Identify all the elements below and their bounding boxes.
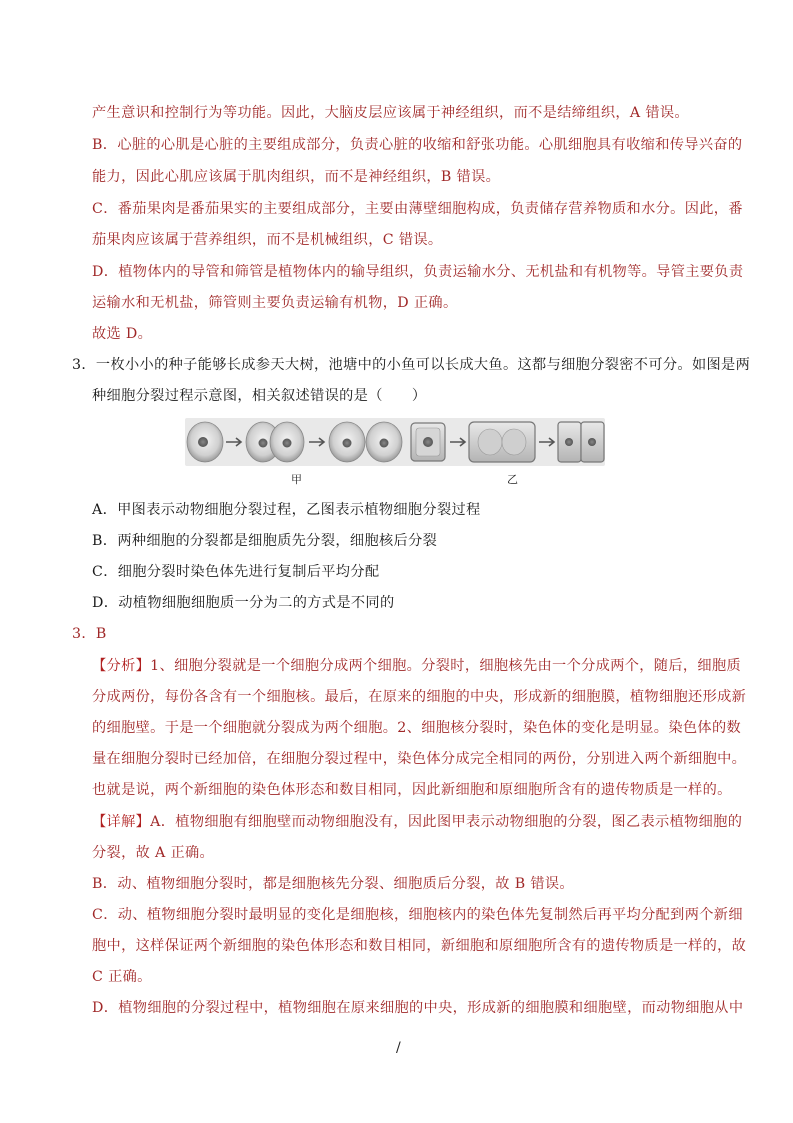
animal-cell-stage-2 [246, 422, 304, 462]
text-line: 运输水和无机盐，筛管则主要负责运输有机物，D 正确。 [92, 295, 458, 311]
text-line: 能力，因此心肌应该属于肌肉组织，而不是神经组织，B 错误。 [92, 169, 501, 185]
detail-line: B．动、植物细胞分裂时，都是细胞核先分裂、细胞质后分裂，故 B 错误。 [92, 876, 574, 892]
page-footer-mark: / [396, 1040, 401, 1056]
analysis-line: 也就是说，两个新细胞的染色体形态和数目相同，因此新细胞和原细胞所含有的遗传物质是一样的。 [92, 782, 732, 798]
detail-text: A．植物细胞有细胞壁而动物细胞没有，因此图甲表示动物细胞的分裂，图乙表示植物细胞的 [150, 814, 743, 830]
text-line: 茄果肉应该属于营养组织，而不是机械组织，C 错误。 [92, 232, 443, 248]
detail-line: C 正确。 [92, 969, 152, 985]
figure-label-left: 甲 [291, 473, 302, 486]
answer-label: 3．B [72, 626, 107, 642]
text-line: 产生意识和控制行为等功能。因此，大脑皮层应该属于神经组织，而不是结缔组织，A 错误。 [92, 105, 689, 121]
option-d: D．动植物细胞细胞质一分为二的方式是不同的 [92, 595, 395, 611]
option-c: C．细胞分裂时染色体先进行复制后平均分配 [92, 564, 380, 580]
plant-cell-stage-3 [558, 422, 604, 462]
analysis-text: 1、细胞分裂就是一个细胞分成两个细胞。分裂时，细胞核先由一个分成两个，随后，细胞质 [150, 658, 742, 674]
detail-line: C．动、植物细胞分裂时最明显的变化是细胞核，细胞核内的染色体先复制然后再平均分配到两个新细 [92, 907, 743, 923]
question-stem-line: 一枚小小的种子能够长成参天大树，池塘中的小鱼可以长成大鱼。这都与细胞分裂密不可分。如图是两 [95, 357, 751, 373]
detail-tag: 【详解】 [92, 814, 151, 830]
detail-line [92, 811, 742, 831]
animal-cell-stage-1 [187, 422, 223, 462]
plant-cell-stage-1 [411, 423, 445, 461]
option-a: A．甲图表示动物细胞分裂过程，乙图表示植物细胞分裂过程 [92, 502, 481, 518]
plant-cell-stage-2 [469, 422, 535, 462]
question-stem-line: 种细胞分裂过程示意图，相关叙述错误的是（ ） [92, 388, 427, 404]
question-stem [72, 354, 750, 374]
text-line: C．番茄果肉是番茄果实的主要组成部分，主要由薄壁细胞构成，负责储存营养物质和水分。因此，番 [92, 201, 743, 217]
analysis-line [92, 655, 741, 675]
analysis-tag: 【分析】 [92, 658, 151, 674]
cell-division-figure [185, 418, 605, 490]
detail-line: D．植物细胞的分裂过程中，植物细胞在原来细胞的中央，形成新的细胞膜和细胞壁，而动物细胞从中 [92, 1000, 744, 1016]
text-line: D．植物体内的导管和筛管是植物体内的输导组织，负责运输水分、无机盐和有机物等。导管主要负责 [92, 264, 744, 280]
figure-label-right: 乙 [507, 473, 518, 486]
detail-line: 分裂，故 A 正确。 [92, 845, 215, 861]
analysis-line: 分成两份，每份各含有一个细胞核。最后，在原来的细胞的中央，形成新的细胞膜，植物细胞还形成新 [92, 689, 747, 705]
text-line: B．心脏的心肌是心脏的主要组成部分，负责心脏的收缩和舒张功能。心肌细胞具有收缩和传导兴奋的 [92, 137, 743, 153]
question-number: 3． [72, 357, 96, 373]
option-b: B．两种细胞的分裂都是细胞质先分裂，细胞核后分裂 [92, 533, 438, 549]
analysis-line: 的细胞壁。于是一个细胞就分裂成为两个细胞。2、细胞核分裂时，染色体的变化是明显。染色体的数 [92, 720, 742, 736]
text-line: 故选 D。 [92, 326, 153, 342]
detail-line: 胞中，这样保证两个新细胞的染色体形态和数目相同，新细胞和原细胞所含有的遗传物质是一样的，故 [92, 938, 747, 954]
analysis-line: 量在细胞分裂时已经加倍，在细胞分裂过程中，染色体分成完全相同的两份，分别进入两个新细胞中。 [92, 751, 747, 767]
